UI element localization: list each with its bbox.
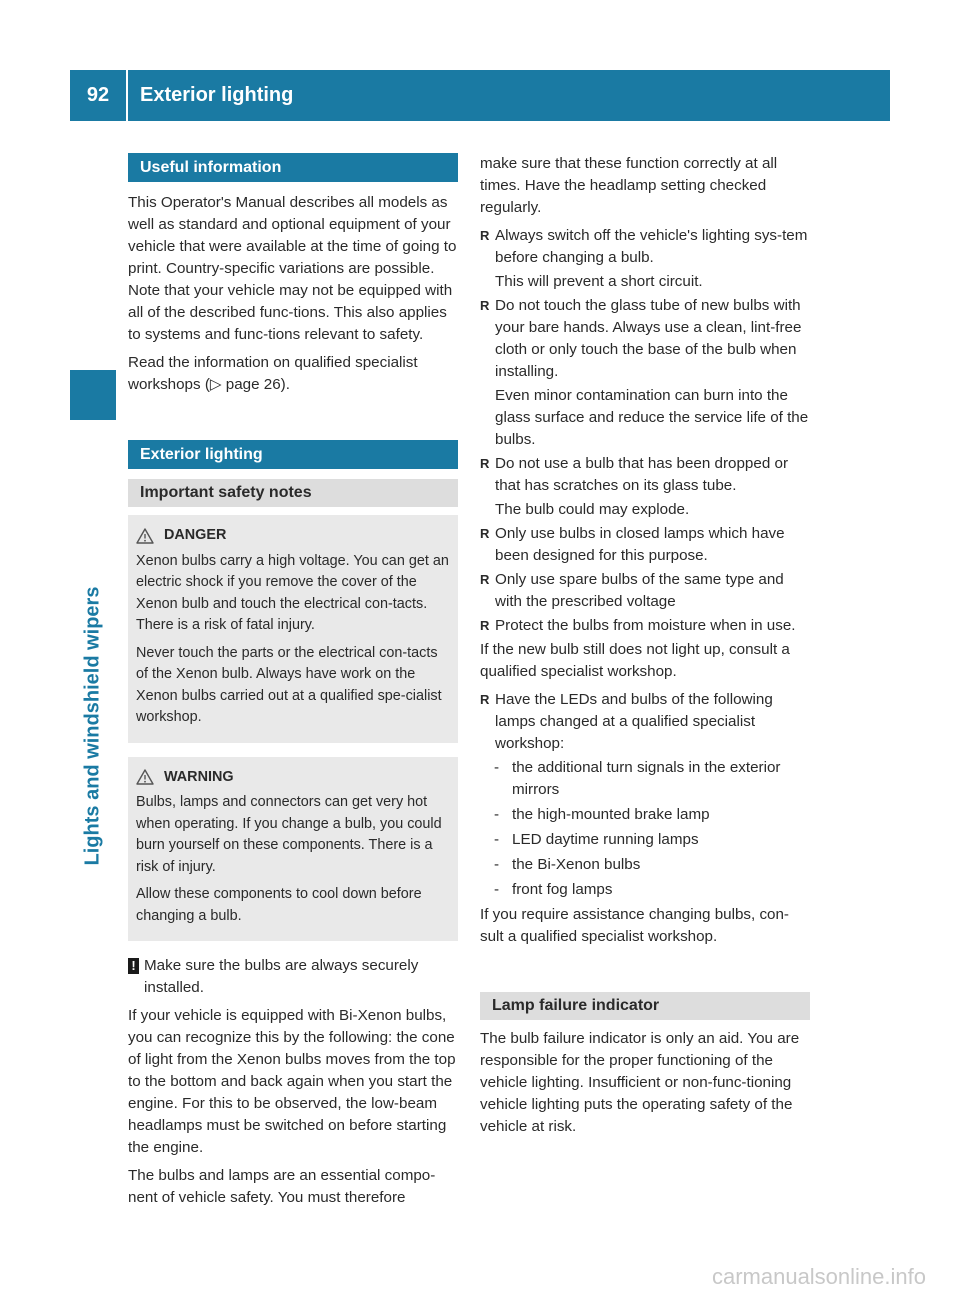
header-divider [126, 70, 128, 121]
bullet-item: R Always switch off the vehicle's lighting sys-tem before changing a bulb. [480, 225, 810, 269]
section-heading-exterior: Exterior lighting [128, 440, 458, 469]
dash-item: - the additional turn signals in the exterior mirrors [480, 757, 810, 801]
warning-box [128, 757, 458, 942]
warning-triangle-icon [136, 769, 154, 785]
bullet-item: R Do not use a bulb that has been dropped or that has scratches on its glass tube. [480, 453, 810, 497]
left-column [128, 153, 458, 1215]
note-text: Make sure the bulbs are always securely installed. [144, 957, 419, 996]
paragraph: If the new bulb still does not light up, consult a qualified specialist workshop. [480, 641, 790, 680]
bullet-item: R Only use bulbs in closed lamps which have been designed for this purpose. [480, 523, 810, 567]
danger-text: Xenon bulbs carry a high voltage. You can get an electric shock if you remove the cover of the Xenon bulb and touch the electrical con-tacts. There is a risk of fatal injury. [136, 552, 449, 633]
bullet-subtext: This will prevent a short circuit. [495, 273, 703, 290]
bullet-item: R Only use spare bulbs of the same type and with the prescribed voltage [480, 569, 810, 613]
dash-item: - front fog lamps [480, 879, 810, 901]
paragraph: If you require assistance changing bulbs, con-sult a qualified specialist workshop. [480, 906, 789, 945]
bullet-item: R Do not touch the glass tube of new bulbs with your bare hands. Always use a clean, lint-free cloth or only touch the base of the bulb when installing. [480, 295, 810, 383]
danger-text: Never touch the parts or the electrical con-tacts of the Xenon bulb. Always have work on the Xenon bulbs carried out at a qualified spe-cialist workshop. [136, 644, 442, 725]
dash-item: - the Bi-Xenon bulbs [480, 854, 810, 876]
paragraph: Read the information on qualified specialist workshops (▷ page 26). [128, 354, 418, 393]
bullet-item: R Protect the bulbs from moisture when in use. [480, 615, 810, 637]
subsection-heading-safety: Important safety notes [128, 479, 458, 507]
warning-label: WARNING [164, 768, 234, 785]
side-tab-label: Lights and windshield wipers [81, 586, 104, 866]
right-column [480, 153, 810, 1144]
paragraph: The bulbs and lamps are an essential compo-nent of vehicle safety. You must therefore [128, 1167, 436, 1206]
warning-triangle-icon [136, 528, 154, 544]
note-item [128, 955, 458, 999]
section-heading-useful: Useful information [128, 153, 458, 182]
danger-label: DANGER [164, 527, 227, 543]
warning-title [136, 767, 450, 789]
side-tab-marker [70, 370, 116, 420]
exclamation-icon: ! [128, 958, 139, 974]
bullet-item: R Have the LEDs and bulbs of the following lamps changed at a qualified specialist workshop: [480, 689, 810, 755]
warning-text: Allow these components to cool down before changing a bulb. [136, 886, 422, 924]
chapter-title: Exterior lighting [140, 84, 294, 106]
dash-item: - the high-mounted brake lamp [480, 804, 810, 826]
subsection-heading-lamp-failure: Lamp failure indicator [480, 992, 810, 1020]
bullet-subtext: The bulb could may explode. [495, 501, 690, 518]
page-number: 92 [86, 84, 110, 106]
dash-item: - LED daytime running lamps [480, 829, 810, 851]
bullet-subtext: Even minor contamination can burn into the glass surface and reduce the service life of the bulbs. [495, 387, 809, 448]
paragraph: make sure that these function correctly at all times. Have the headlamp setting checked regularly. [480, 155, 778, 216]
watermark: carmanualsonline.info [711, 1264, 926, 1289]
paragraph: The bulb failure indicator is only an aid. You are responsible for the proper functioning of the vehicle lighting. Insufficient or non-func-tioning vehicle lighting puts the operating safety of the vehicle at risk. [480, 1030, 800, 1135]
danger-box [128, 515, 458, 743]
warning-text: Bulbs, lamps and connectors can get very hot when operating. If you change a bulb, you could burn yourself on these components. There is a risk of injury. [136, 794, 442, 875]
danger-title [136, 525, 450, 547]
paragraph: This Operator's Manual describes all models as well as standard and optional equipment of your vehicle that were available at the time of going to print. Country-specific variations are possible. Note that your vehicle may not be equipped with all of the described func-tions. This also applies to systems and func-tions relevant to safety. [128, 194, 457, 343]
page-header [70, 70, 890, 121]
paragraph: If your vehicle is equipped with Bi-Xenon bulbs, you can recognize this by the following: the cone of light from the Xenon bulbs moves from the top to the bottom and back again when you start the engine. For this to be observed, the low-beam headlamps must be switched on before starting the engine. [128, 1007, 456, 1156]
